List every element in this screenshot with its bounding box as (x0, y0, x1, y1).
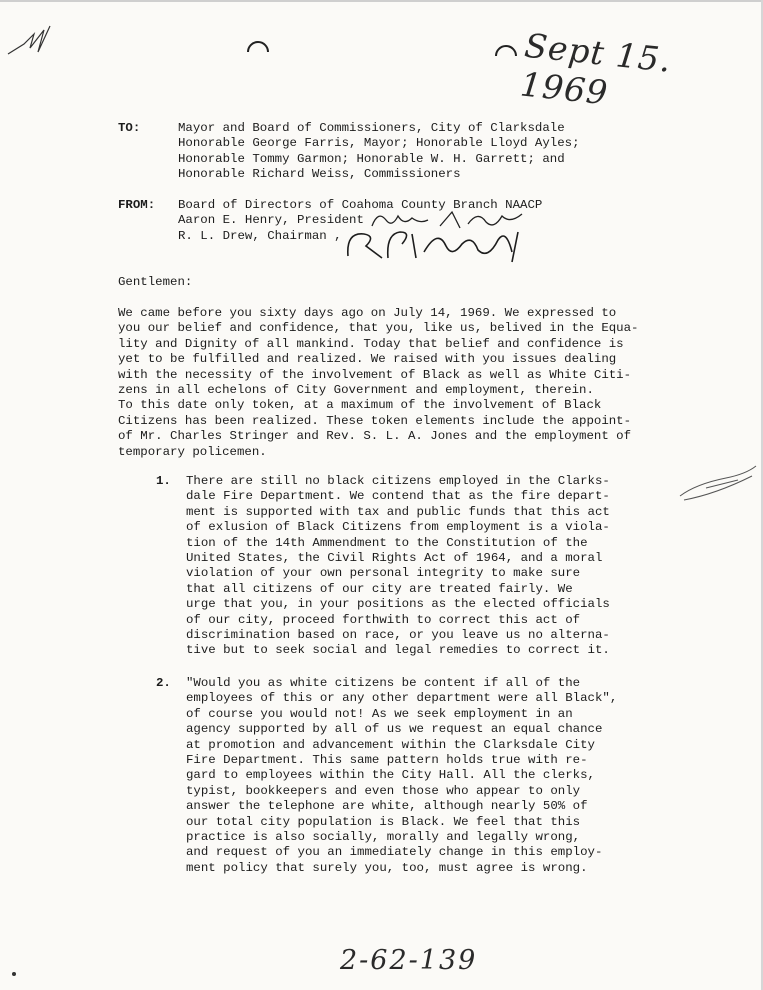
handwritten-date: Sept 15. 1969 (518, 25, 674, 113)
salutation: Gentlemen: (118, 275, 193, 289)
to-label: TO: (118, 121, 141, 135)
margin-dot (10, 970, 18, 978)
handwritten-file-number: 2-62-139 (340, 945, 478, 976)
punch-hole-right (492, 36, 520, 58)
item-number: 2. (156, 676, 171, 690)
item-text: There are still no black citizens employed in the Clarks- dale Fire Department. We contend that as the fire depart- ment is supported with tax and public funds that this act of exlusion of Black Citizens from employment is a viola- tion of the 14th Ammendment to the Constitution of the United States, the Civil Rights Act of 1964, and a moral violation of your own personal integrity to make sure that all citizens of our city are treated fairly. We urge that you, in your positions as the elected officials of our city, proceed forthwith to correct this act of discrimination based on race, or you leave us no alterna- tive but to seek social and legal remedies to correct it. (186, 474, 610, 658)
sender-lines: Board of Directors of Coahoma County Branch NAACP Aaron E. Henry, President R. L. Drew, Chairman , (178, 198, 543, 243)
recipient-lines: Mayor and Board of Commissioners, City of Clarksdale Honorable George Farris, Mayor; Honorable Lloyd Ayles; Honorable Tommy Garmon; Honorable W. H. Garrett; and Honorable Richard Weiss, Commissioners (178, 121, 580, 182)
page-top-edge (0, 0, 763, 2)
item-number: 1. (156, 474, 171, 488)
punch-hole-left (244, 32, 272, 54)
item-text: "Would you as white citizens be content if all of the employees of this or any other department were all Black", of course you would not! As we seek employment in an agency supported by all of us we request an equal chance at promotion and advancement within the Clarksdale City Fire Department. This same pattern holds true with re- gard to employees within the City Hall. All the clerks, typist, bookkeepers and even those who appear to only answer the telephone are white, although nearly 50% of our total city population is Black. We feel that this practice is also socially, morally and legally wrong, and request of you an immediately change in this employ- ment policy that surely you, too, must agree is wrong. (186, 676, 618, 875)
margin-scribble-right (676, 458, 760, 508)
signature-rl-drew (342, 222, 532, 264)
margin-scribble-top-left (4, 22, 54, 62)
from-label: FROM: (118, 198, 156, 212)
opening-paragraph: We came before you sixty days ago on July 14, 1969. We expressed to you our belief and confidence, that you, like us, belived in the Equa- lity and Dignity of all mankind. Today that belief and confidence is yet to be fulfilled and realized. We raised with you issues dealing with the necessity of the involvement of Black as well as White Citi- zens in all echelons of City Government and employment, therein. To this date only token, at a maximum of the involvement of Black Citizens has been realized. These token elements include the appoint- of Mr. Charles Stringer and Rev. S. L. A. Jones and the employment of temporary policemen. (118, 306, 639, 459)
